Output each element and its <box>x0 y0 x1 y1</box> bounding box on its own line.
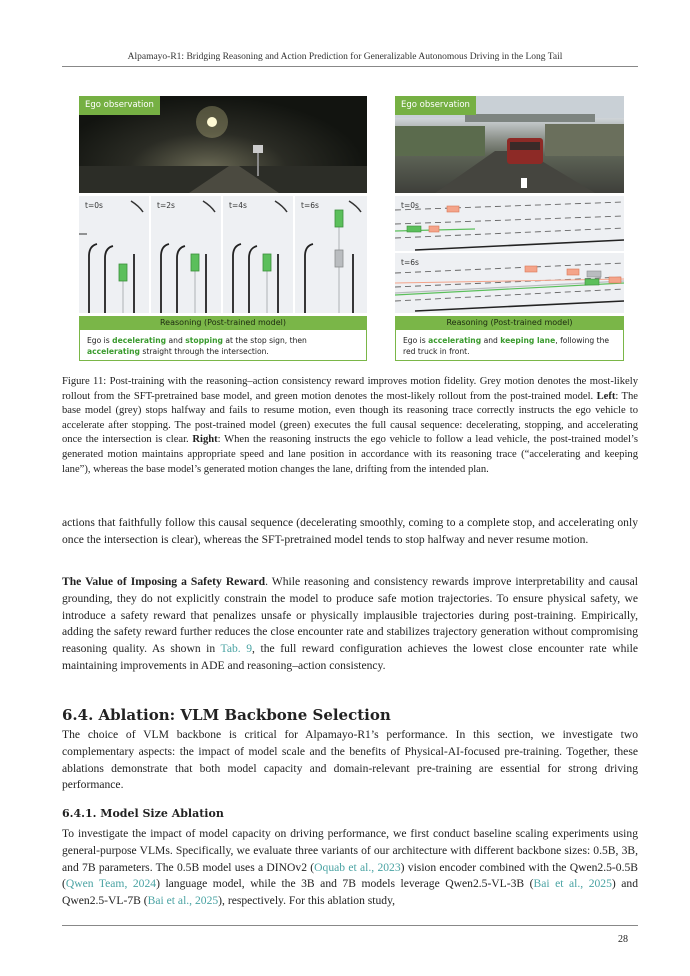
motion-tile <box>151 196 221 313</box>
left-ego-observation-image <box>79 96 367 193</box>
time-label: t=6s <box>401 258 419 267</box>
footer-rule <box>62 925 638 926</box>
time-label: t=6s <box>301 201 319 210</box>
right-reasoning-text: Ego is accelerating and keeping lane, following the red truck in front. <box>395 329 624 361</box>
motion-tile <box>79 196 149 313</box>
motion-tile <box>295 196 367 313</box>
citation-link[interactable]: Bai et al., 2025 <box>533 877 612 891</box>
paragraph: The choice of VLM backbone is critical for Alpamayo-R1’s performance. In this section, we investigate two complementary aspects: the impact of model scale and the benefits of Physical-AI-focused pre-training. Together, these ablations demonstrate that both model capacity and domain-relevant pre-training are essential for strong driving performance. <box>62 728 638 792</box>
time-label: t=4s <box>229 201 247 210</box>
table-reference-link[interactable]: Tab. 9 <box>220 642 253 656</box>
paragraph: actions that faithfully follow this causal sequence (decelerating smoothly, coming to a complete stop, and accelerating only once the intersection is clear), whereas the SFT-pretrained model tends to stop halfway and never resume motion. <box>62 516 638 546</box>
page-number: 28 <box>618 934 628 945</box>
figure-caption: Figure 11: Post-training with the reasoning–action consistency reward improves motion fidelity. Grey motion denotes the most-likely rollout from the SFT-pretrained base model, and green motion denotes the most-likely rollout from the post-trained model. Left: The base model (grey) stops halfway and fails to resume motion, even though its reasoning trace correctly instructs the ego vehicle to accelerate after stopping. The post-trained model (green) executes the full causal sequence: decelerating, stopping, and accelerating once the intersection is clear. Right: When the reasoning instructs the ego vehicle to follow a lead vehicle, the post-trained model’s generated motion maintains appropriate speed and lane position in accordance with its reasoning trace (“accelerating and keeping lane”), whereas the base model’s generated motion changes the lane, drifting from the intended plan. <box>62 376 638 475</box>
left-reasoning-text: Ego is decelerating and stopping at the stop sign, then accelerating straight through the intersection. <box>79 329 367 361</box>
ego-observation-tag: Ego observation <box>79 96 160 115</box>
motion-tile <box>223 196 293 313</box>
header-rule <box>62 66 638 67</box>
paragraph-safety-reward: The Value of Imposing a Safety Reward. While reasoning and consistency rewards improve interpretability and causal grounding, they do not explicitly constrain the model to produce safe motion trajectories. To ensure physical safety, we introduce a safety reward that penalizes unsafe or physically implausible trajectories during post-training. Empirically, adding the safety reward further reduces the close encounter rate and stabilizes trajectory generation without compromising reasoning quality. As shown in Tab. 9, the full reward configuration achieves the lowest close encounter rate while maintaining improvements in ADE and reasoning–action consistency. <box>62 575 638 672</box>
time-label: t=0s <box>85 201 103 210</box>
running-header: Alpamayo-R1: Bridging Reasoning and Action Prediction for Generalizable Autonomous Driving in the Long Tail <box>127 52 563 62</box>
ego-observation-tag: Ego observation <box>395 96 476 115</box>
paragraph-model-size: To investigate the impact of model capacity on driving performance, we first conduct baseline scaling experiments using general-purpose VLMs. Specifically, we evaluate three variants of our architecture with different backbone sizes: 0.5B, 3B, and 7B parameters. The 0.5B model uses a DINOv2 (Oquab et al., 2023) vision encoder combined with the Qwen2.5-0.5B (Qwen Team, 2024) language model, while the 3B and 7B models leverage Qwen2.5-VL-3B (Bai et al., 2025) and Qwen2.5-VL-7B (Bai et al., 2025), respectively. For this ablation study, <box>62 827 639 908</box>
citation-link[interactable]: Bai et al., 2025 <box>147 894 219 908</box>
citation-link[interactable]: Oquab et al., 2023 <box>314 860 401 874</box>
time-label: t=2s <box>157 201 175 210</box>
time-label: t=0s <box>401 201 419 210</box>
right-motion-tile-t6 <box>395 253 624 313</box>
right-reasoning-header: Reasoning (Post-trained model) <box>395 316 624 329</box>
left-motion-tiles <box>79 196 367 313</box>
right-ego-observation-image <box>395 96 624 193</box>
left-reasoning-header: Reasoning (Post-trained model) <box>79 316 367 329</box>
citation-link[interactable]: Qwen Team, 2024 <box>65 877 157 891</box>
section-heading: 6.4. Ablation: VLM Backbone Selection <box>62 706 391 724</box>
subsection-heading: 6.4.1. Model Size Ablation <box>62 807 224 820</box>
right-motion-tile-t0 <box>395 196 624 251</box>
